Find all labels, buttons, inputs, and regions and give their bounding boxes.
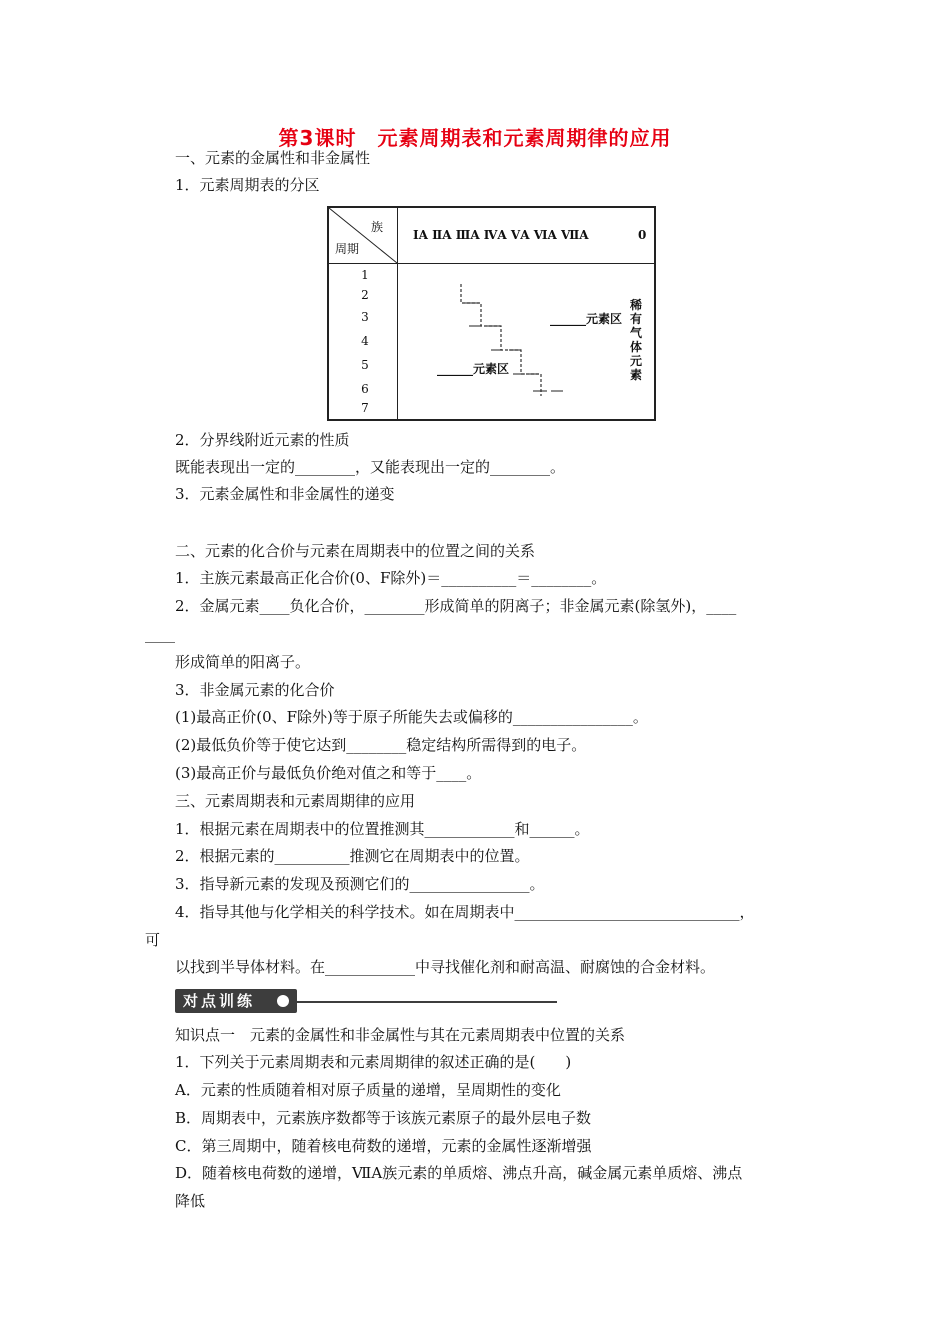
period-number: 2 (361, 288, 369, 302)
table-divider-vertical (397, 208, 398, 419)
noble-gas-label: 稀有气体元素 (630, 298, 643, 382)
line: (2)最低负价等于使它达到________稳定结构所需得到的电子。 (175, 736, 587, 754)
practice-badge-label: 对点训练 (183, 992, 256, 1010)
practice-badge (175, 989, 297, 1013)
line: 3．元素金属性和非金属性的递变 (175, 485, 395, 503)
period-number: 1 (361, 268, 369, 282)
option-d-continued: 降低 (175, 1192, 206, 1210)
line: 以找到半导体材料。在____________中寻找催化剂和耐高温、耐腐蚀的合金材料。 (175, 958, 716, 976)
subheading-periodic-zones: 1．元素周期表的分区 (175, 176, 320, 194)
circle-icon (277, 995, 289, 1007)
line: ____ (145, 625, 175, 643)
line: (3)最高正价与最低负价绝对值之和等于____。 (175, 764, 482, 782)
metal-nonmetal-boundary (429, 278, 589, 408)
line: 2．分界线附近元素的性质 (175, 431, 350, 449)
group-zero-label: 0 (638, 228, 647, 242)
option-a: A．元素的性质随着相对原子质量的递增，呈周期性的变化 (175, 1081, 561, 1099)
line: 可 (145, 931, 161, 949)
header-period-label: 周期 (335, 242, 360, 256)
line: 1．主族元素最高正化合价(0、F除外)＝__________＝________。 (175, 569, 607, 587)
line: 4．指导其他与化学相关的科学技术。如在周期表中______________________________， (175, 903, 755, 921)
group-labels: ⅠA ⅡA ⅢA ⅣA ⅤA ⅥA ⅦA (413, 228, 589, 242)
header-group-label: 族 (371, 220, 384, 234)
option-d: D．随着核电荷数的递增，ⅦA族元素的单质熔、沸点升高，碱金属元素单质熔、沸点 (175, 1164, 743, 1182)
option-b: B．周期表中，元素族序数都等于该族元素原子的最外层电子数 (175, 1109, 592, 1127)
section-heading-3: 三、元素周期表和元素周期律的应用 (175, 792, 416, 810)
line: 2．根据元素的__________推测它在周期表中的位置。 (175, 847, 530, 865)
metal-region-label: ______元素区 (437, 362, 510, 376)
periodic-table-zones-diagram (327, 206, 656, 421)
page-title: 第3课时 元素周期表和元素周期律的应用 (278, 126, 672, 150)
line: 形成简单的阳离子。 (175, 653, 311, 671)
knowledge-point-heading: 知识点一 元素的金属性和非金属性与其在元素周期表中位置的关系 (175, 1026, 626, 1044)
period-number: 6 (361, 382, 369, 396)
period-number: 5 (361, 358, 369, 372)
option-c: C．第三周期中，随着核电荷数的递增，元素的金属性逐渐增强 (175, 1137, 592, 1155)
line: 3．非金属元素的化合价 (175, 681, 335, 699)
line: (1)最高正价(0、F除外)等于原子所能失去或偏移的________________。 (175, 708, 648, 726)
period-number: 4 (361, 334, 369, 348)
section-heading-1: 一、元素的金属性和非金属性 (175, 149, 371, 167)
period-number: 7 (361, 401, 369, 415)
line: 2．金属元素____负化合价，________形成简单的阴离子；非金属元素(除氢外)，____ (175, 597, 737, 615)
line: 1．根据元素在周期表中的位置推测其____________和______。 (175, 820, 590, 838)
badge-rule (297, 1001, 557, 1003)
period-number: 3 (361, 310, 369, 324)
line: 3．指导新元素的发现及预测它们的________________。 (175, 875, 545, 893)
section-heading-2: 二、元素的化合价与元素在周期表中的位置之间的关系 (175, 542, 536, 560)
nonmetal-region-label: ______元素区 (550, 312, 623, 326)
line: 既能表现出一定的________，又能表现出一定的________。 (175, 458, 566, 476)
table-divider-horizontal (329, 263, 654, 264)
question-stem: 1．下列关于元素周期表和元素周期律的叙述正确的是( ) (175, 1053, 572, 1071)
